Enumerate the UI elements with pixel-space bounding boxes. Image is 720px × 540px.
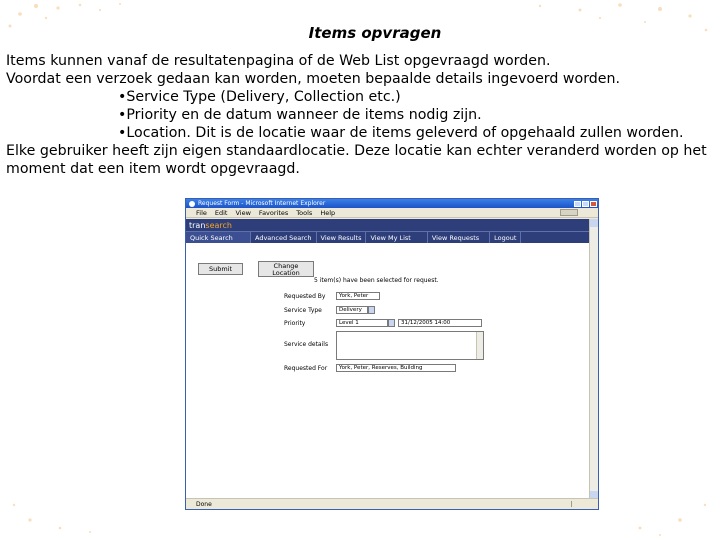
service-type-select[interactable]: Delivery xyxy=(336,306,368,314)
nav-view-requests[interactable]: View Requests xyxy=(428,232,490,243)
menu-help[interactable]: Help xyxy=(320,208,336,217)
selection-message: 5 item(s) have been selected for request. xyxy=(314,277,439,284)
change-location-button[interactable]: Change Location xyxy=(258,261,314,277)
priority-select[interactable]: Level 1 xyxy=(336,319,388,327)
go-button[interactable] xyxy=(560,209,578,216)
body-line: Voordat een verzoek gedaan kan worden, moeten bepaalde details ingevoerd worden. xyxy=(6,71,621,87)
body-line: Elke gebruiker heeft zijn eigen standaardlocatie. Deze locatie kan echter veranderd worden op het xyxy=(6,143,707,159)
nav-quick-search[interactable]: Quick Search xyxy=(186,232,251,243)
brand-logo xyxy=(186,219,589,231)
menu-view[interactable]: View xyxy=(235,208,251,217)
page-scrollbar[interactable] xyxy=(589,219,598,499)
requested-for-field[interactable]: York, Peter, Reserves, Building xyxy=(336,364,456,372)
bullet-location: •Location. Dit is de locatie waar de items geleverd of opgehaald zullen worden. xyxy=(118,125,684,141)
minimize-icon[interactable] xyxy=(574,201,581,207)
requested-by-label: Requested By xyxy=(284,293,326,300)
requested-for-label: Requested For xyxy=(284,365,328,372)
submit-button[interactable]: Submit xyxy=(198,263,243,275)
nav-bar xyxy=(186,231,589,243)
menu-bar xyxy=(186,208,598,218)
textarea-scrollbar[interactable] xyxy=(476,332,483,359)
body-line: Items kunnen vanaf de resultatenpagina of de Web List opgevraagd worden. xyxy=(6,53,551,69)
nav-view-my-list[interactable]: View My List xyxy=(366,232,427,243)
menu-file[interactable]: File xyxy=(196,208,207,217)
window-title: Request Form - Microsoft Internet Explorer xyxy=(198,200,326,207)
service-details-label: Service details xyxy=(284,341,329,348)
bullet-priority: •Priority en de datum wanneer de items nodig zijn. xyxy=(118,107,482,123)
priority-label: Priority xyxy=(284,320,306,327)
chevron-down-icon[interactable] xyxy=(368,306,375,314)
browser-screenshot xyxy=(185,198,599,510)
browser-titlebar xyxy=(186,199,598,208)
page-content xyxy=(186,219,589,499)
service-details-textarea[interactable] xyxy=(336,331,484,360)
scroll-up-icon[interactable] xyxy=(590,219,598,227)
body-line: moment dat een item wordt opgevraagd. xyxy=(6,161,300,177)
menu-tools[interactable]: Tools xyxy=(296,208,313,217)
status-text: Done xyxy=(196,500,212,508)
maximize-icon[interactable] xyxy=(582,201,589,207)
chevron-down-icon[interactable] xyxy=(388,319,395,327)
nav-view-results[interactable]: View Results xyxy=(317,232,367,243)
service-type-label: Service Type xyxy=(284,307,322,314)
slide-body xyxy=(6,52,716,178)
slide-title: Items opvragen xyxy=(308,24,442,42)
requested-by-field[interactable]: York, Peter xyxy=(336,292,380,300)
nav-logout[interactable]: Logout xyxy=(490,232,521,243)
brand-prefix: tran xyxy=(189,220,206,230)
zone-indicator xyxy=(571,501,594,507)
date-needed-field[interactable]: 31/12/2005 14:00 xyxy=(398,319,482,327)
status-bar xyxy=(186,498,598,509)
close-icon[interactable] xyxy=(590,201,597,207)
bullet-service-type: •Service Type (Delivery, Collection etc.) xyxy=(118,89,401,105)
menu-favorites[interactable]: Favorites xyxy=(258,208,289,217)
brand-suffix: search xyxy=(205,220,232,230)
menu-edit[interactable]: Edit xyxy=(214,208,228,217)
nav-advanced-search[interactable]: Advanced Search xyxy=(251,232,317,243)
